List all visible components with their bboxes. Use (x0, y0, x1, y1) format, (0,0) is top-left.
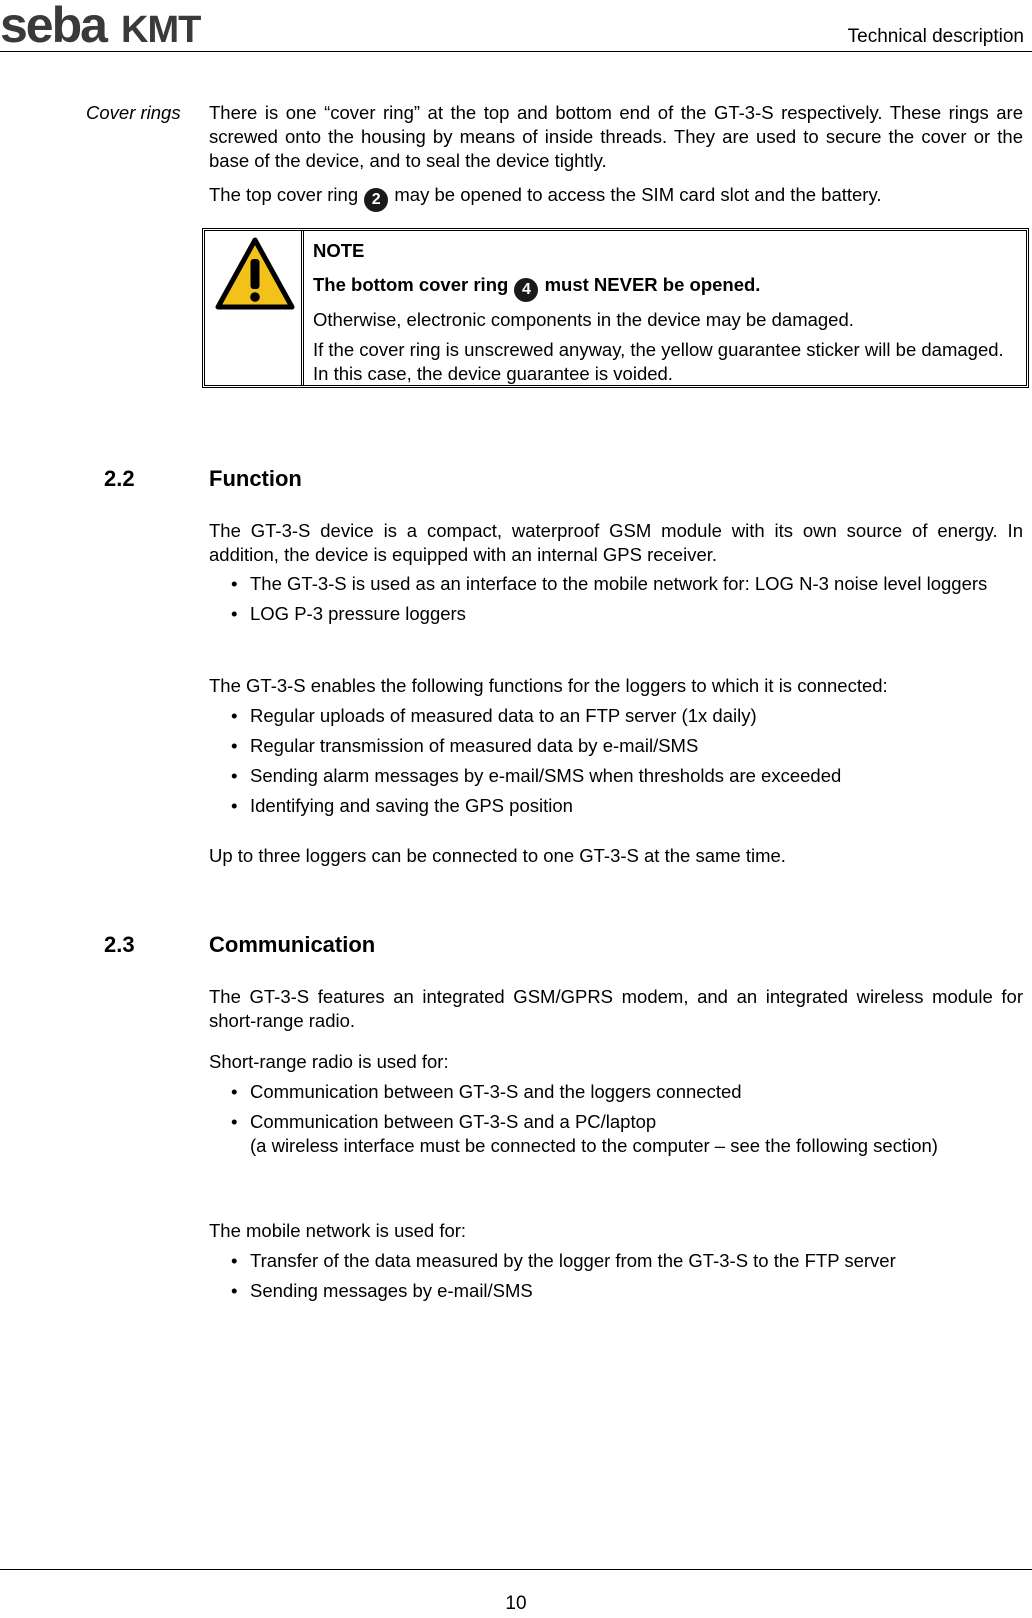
radio-intro: Short-range radio is used for: (209, 1051, 449, 1072)
cover-rings-paragraph: There is one “cover ring” at the top and bottom end of the GT-3-S respectively. These rings are screwed onto the housing by means of inside threads. They are used to secure the cover or the base of the device, and to seal the device tightly. (209, 102, 1023, 171)
header-divider (0, 51, 1032, 52)
svg-text:seba: seba (0, 2, 106, 46)
svg-text:KMT: KMT (121, 9, 201, 46)
number-2-badge: 2 (364, 188, 388, 212)
list-item: • Sending alarm messages by e-mail/SMS when thresholds are exceeded (209, 764, 1009, 788)
function-intro: The GT-3-S device is a compact, waterproof GSM module with its own source of energy. In addition, the device is equipped with an internal GPS receiver. (209, 520, 1023, 565)
list-item: • Sending messages by e-mail/SMS (209, 1279, 1009, 1303)
note-line-1: Otherwise, electronic components in the device may be damaged. (313, 309, 854, 330)
page-number: 10 (505, 1593, 527, 1614)
note-icon-cell (205, 231, 304, 385)
list-item-text: Communication between GT-3-S and a PC/laptop (250, 1111, 657, 1132)
note-warning-text-after: must NEVER be opened. (544, 274, 761, 295)
section-2-2-title: Function (209, 466, 302, 491)
list-item: • Communication between GT-3-S and the loggers connected (209, 1080, 1009, 1104)
note-warning-text-before: The bottom cover ring (313, 274, 509, 295)
sebakmt-logo (0, 2, 230, 46)
list-item: • Regular transmission of measured data by e-mail/SMS (209, 734, 1009, 758)
function-features-intro: The GT-3-S enables the following functions for the loggers to which it is connected: (209, 675, 888, 696)
function-features-list (209, 704, 1009, 824)
list-item: • LOG P-3 pressure loggers (209, 602, 1009, 626)
top-cover-ring-text-before: The top cover ring (209, 184, 359, 205)
footer-divider (0, 1569, 1032, 1570)
note-box (202, 228, 1029, 388)
note-line-2: If the cover ring is unscrewed anyway, the yellow guarantee sticker will be damaged. In this case, the device guarantee is voided. (313, 339, 1004, 384)
function-closing: Up to three loggers can be connected to one GT-3-S at the same time. (209, 845, 786, 866)
top-cover-ring-text-after: may be opened to access the SIM card slot and the battery. (394, 184, 882, 205)
radio-use-list (209, 1080, 1009, 1158)
function-interface-list (209, 572, 1009, 632)
note-text (313, 239, 1018, 386)
list-item: • Transfer of the data measured by the logger from the GT-3-S to the FTP server (209, 1249, 1009, 1273)
top-cover-ring-paragraph (209, 183, 1023, 212)
cover-rings-margin-label: Cover rings (86, 102, 181, 123)
section-2-3-title: Communication (209, 932, 376, 957)
mobile-use-list (209, 1249, 1009, 1309)
mobile-intro: The mobile network is used for: (209, 1220, 467, 1241)
list-item-subtext: (a wireless interface must be connected to the computer – see the following section) (250, 1135, 938, 1156)
number-4-badge: 4 (514, 278, 538, 302)
list-item (209, 1110, 1009, 1158)
note-heading: NOTE (313, 240, 365, 261)
section-2-3-number: 2.3 (104, 932, 135, 957)
list-item: • Regular uploads of measured data to an FTP server (1x daily) (209, 704, 1009, 728)
warning-icon (215, 237, 295, 311)
list-item: • The GT-3-S is used as an interface to the mobile network for: LOG N-3 noise level loggers (209, 572, 1009, 596)
header-title: Technical description (847, 26, 1024, 47)
note-warning-line (313, 273, 1018, 302)
section-2-2-number: 2.2 (104, 466, 135, 491)
list-item: • Identifying and saving the GPS position (209, 794, 1009, 818)
communication-intro: The GT-3-S features an integrated GSM/GPRS modem, and an integrated wireless module for short-range radio. (209, 986, 1023, 1031)
